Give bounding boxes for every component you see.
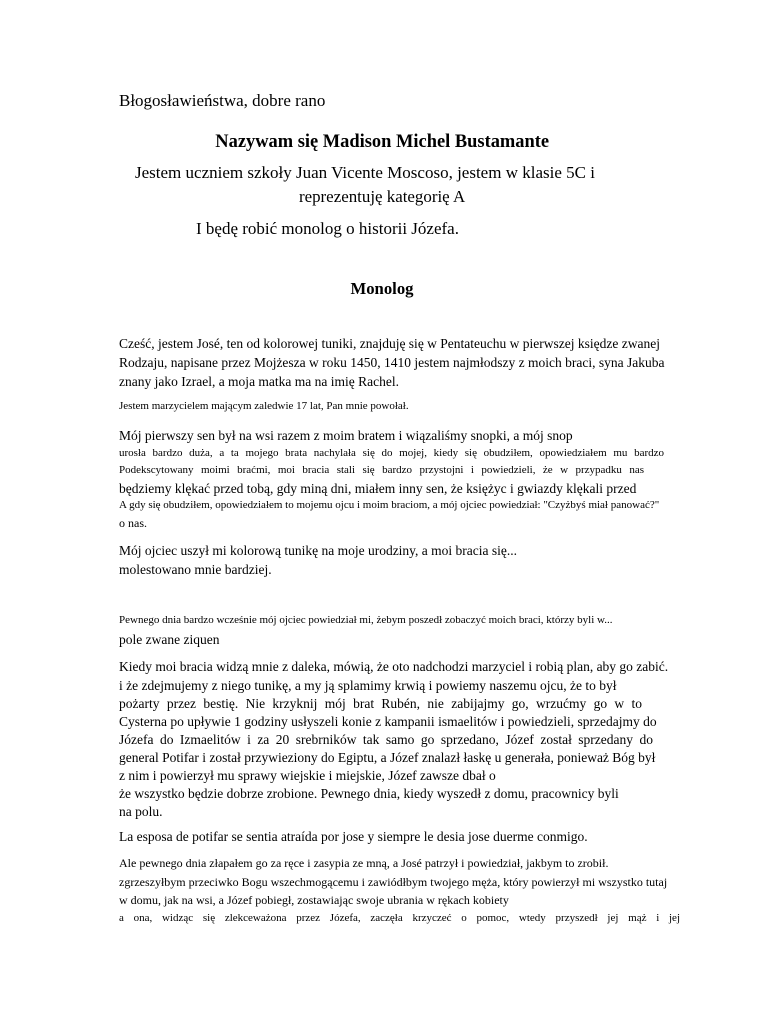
body-line: o nas.: [119, 516, 147, 530]
body-line: zgrzeszyłbym przeciwko Bogu wszechmogącemu i zawiódłbym twojego męża, który powierzył mi wszystko tutaj: [119, 875, 668, 889]
body-line: znany jako Izrael, a moja matka ma na imię Rachel.: [119, 374, 399, 389]
body-line: z nim i powierzył mu sprawy wiejskie i miejskie, Józef zawsze dbał o: [119, 768, 496, 783]
body-line: Cysterna po upływie 1 godziny usłyszeli konie z kampanii ismaelitów i powiedzieli, sprzedajmy do: [119, 714, 657, 729]
body-line: Kiedy moi bracia widzą mnie z daleka, mówią, że oto nadchodzi marzyciel i robią plan, aby go zabić.: [119, 659, 669, 674]
body-line: że wszystko będzie dobrze zrobione. Pewnego dnia, kiedy wyszedł z domu, pracownicy byli: [119, 786, 619, 801]
body-line: Rodzaju, napisane przez Mojżesza w roku 1450, 1410 jestem najmłodszy z moich braci, syna Jakuba: [119, 355, 665, 370]
body-line: Cześć, jestem José, ten od kolorowej tuniki, znajduję się w Pentateuchu w pierwszej księdze zwanej: [119, 336, 660, 351]
intro-line-2: reprezentuję kategorię A: [298, 187, 466, 206]
intro-line-1: Jestem uczniem szkoły Juan Vicente Moscoso, jestem w klasie 5C i: [135, 163, 595, 182]
body-line: La esposa de potifar se sentia atraída por jose y siempre le desia jose duerme conmigo.: [119, 829, 588, 844]
section-heading: Monolog: [350, 279, 414, 298]
body-line: A gdy się obudziłem, opowiedziałem to mojemu ojcu i moim braciom, a mój ojciec powiedział: "Czyżbyś miał panować?": [119, 499, 660, 511]
body-line: i że zdejmujemy z niego tunikę, a my ją splamimy krwią i powiemy naszemu ojcu, że to był: [119, 678, 617, 693]
intro-line-3: I będę robić monolog o historii Józefa.: [196, 219, 459, 238]
body-line: a ona, widząc się zlekceważona przez Józefa, zaczęła krzyczeć o pomoc, wtedy przyszedł jej mąż i jej: [119, 912, 680, 924]
body-line: Ale pewnego dnia złapałem go za ręce i zasypia ze mną, a José patrzył i powiedział, jakbym to zrobił.: [119, 856, 609, 870]
body-line: Mój pierwszy sen był na wsi razem z moim bratem i wiązaliśmy snopki, a mój snop: [119, 428, 573, 443]
body-line: będziemy klękać przed tobą, gdy miną dni, miałem inny sen, że księżyc i gwiazdy klękali przed: [119, 481, 637, 496]
body-line: urosła bardzo duża, a ta mojego brata nachylała się do mojej, kiedy się obudziłem, opowiedziałem mu bardzo: [119, 447, 664, 459]
body-line: na polu.: [119, 804, 163, 819]
page-title: Nazywam się Madison Michel Bustamante: [215, 131, 550, 152]
body-line: molestowano mnie bardziej.: [119, 562, 272, 577]
body-line: pożarty przez bestię. Nie krzyknij mój brat Rubén, nie zabijajmy go, wrzućmy go w to: [119, 696, 642, 711]
body-line: general Potifar i został przywieziony do Egiptu, a Józef znalazł łaskę u generała, ponieważ Bóg był: [119, 750, 656, 765]
body-line: Mój ojciec uszył mi kolorową tunikę na moje urodziny, a moi bracia się...: [119, 543, 518, 558]
body-line: Józefa do Izmaelitów i za 20 srebrników tak samo go sprzedano, Józef został sprzedany do: [119, 732, 653, 747]
body-line: Podekscytowany moimi braćmi, moi bracia stali się bardzo przystojni i powiedzieli, że w przypadku nas: [119, 464, 644, 476]
body-line: pole zwane ziquen: [119, 632, 220, 647]
body-line: Jestem marzycielem mającym zaledwie 17 lat, Pan mnie powołał.: [119, 400, 409, 412]
greeting: Błogosławieństwa, dobre rano: [119, 91, 326, 110]
body-line: w domu, jak na wsi, a Józef pobiegł, zostawiając swoje ubrania w rękach kobiety: [119, 893, 509, 907]
body-line: Pewnego dnia bardzo wcześnie mój ojciec powiedział mi, żebym poszedł zobaczyć moich braci, którzy byli w...: [119, 614, 613, 626]
